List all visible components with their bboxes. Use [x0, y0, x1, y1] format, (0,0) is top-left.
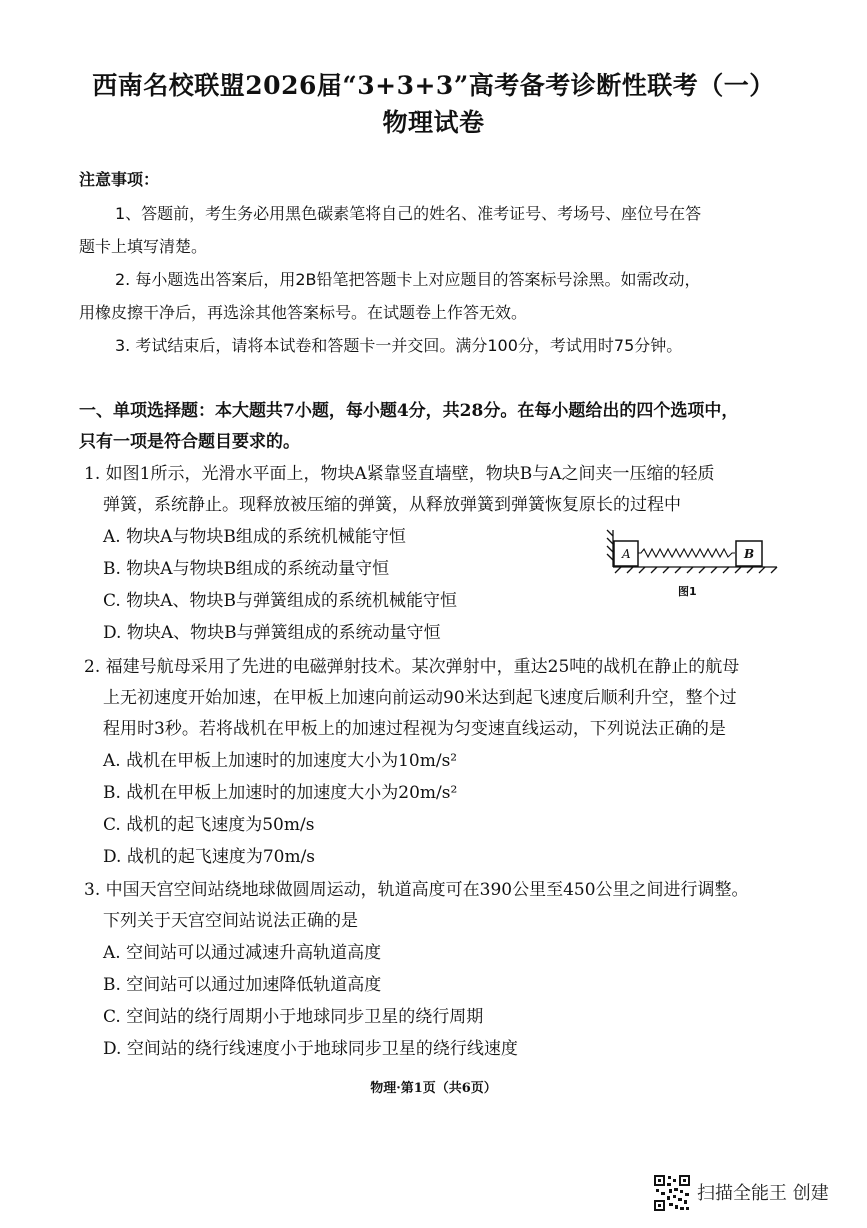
question-3-option-d: D. 空间站的绕行线速度小于地球同步卫星的绕行线速度: [103, 1039, 518, 1059]
question-2-option-b: B. 战机在甲板上加速时的加速度大小为20m/s²: [103, 783, 458, 803]
exam-title: 西南名校联盟2026届“3+3+3”高考备考诊断性联考（一）: [92, 71, 775, 100]
exam-subtitle: 物理试卷: [382, 108, 485, 137]
section-heading-line-1: 一、单项选择题：本大题共7小题，每小题4分，共28分。在每小题给出的四个选项中，: [79, 401, 739, 421]
notice-item-2-line-1: 2. 每小题选出答案后，用2B铅笔把答题卡上对应题目的答案标号涂黑。如需改动，: [115, 270, 701, 289]
section-heading-line-2: 只有一项是符合题目要求的。: [79, 432, 300, 452]
block-b-label: B: [744, 547, 755, 561]
question-2-stem-line-3: 程用时3秒。若将战机在甲板上的加速过程视为匀变速直线运动，下列说法正确的是: [103, 719, 726, 739]
question-1-option-d: D. 物块A、物块B与弹簧组成的系统动量守恒: [103, 623, 441, 643]
page-footer: 物理·第1页（共6页）: [370, 1081, 497, 1096]
question-1-stem-line-1: 1. 如图1所示，光滑水平面上，物块A紧靠竖直墙壁，物块B与A之间夹一压缩的轻质: [84, 464, 715, 484]
question-3-stem-line-1: 3. 中国天宫空间站绕地球做圆周运动，轨道高度可在390公里至450公里之间进行调整。: [84, 880, 749, 900]
scanner-watermark: [651, 1171, 861, 1216]
question-2-option-c: C. 战机的起飞速度为50m/s: [103, 815, 315, 835]
question-2-option-a: A. 战机在甲板上加速时的加速度大小为10m/s²: [103, 751, 458, 771]
question-3-option-b: B. 空间站可以通过加速降低轨道高度: [103, 975, 382, 995]
block-a-label: A: [622, 547, 631, 561]
notice-heading: 注意事项：: [79, 170, 160, 189]
notice-item-1-line-1: 1、答题前，考生务必用黑色碳素笔将自己的姓名、准考证号、考场号、座位号在答: [115, 204, 702, 223]
question-1-option-c: C. 物块A、物块B与弹簧组成的系统机械能守恒: [103, 591, 457, 611]
notice-item-2-line-2: 用橡皮擦干净后，再选涂其他答案标号。在试题卷上作答无效。: [79, 303, 528, 322]
question-1-option-b: B. 物块A与物块B组成的系统动量守恒: [103, 559, 390, 579]
question-3-option-c: C. 空间站的绕行周期小于地球同步卫星的绕行周期: [103, 1007, 484, 1027]
figure-1-caption: 图1: [678, 585, 697, 598]
scanner-watermark-label: 扫描全能王 创建: [697, 1183, 829, 1204]
notice-item-3-line-1: 3. 考试结束后，请将本试卷和答题卡一并交回。满分100分，考试用时75分钟。: [115, 336, 683, 355]
question-2-stem-line-1: 2. 福建号航母采用了先进的电磁弹射技术。某次弹射中，重达25吨的战机在静止的航母: [84, 657, 740, 677]
question-3-stem-line-2: 下列关于天宫空间站说法正确的是: [103, 911, 358, 931]
ground: [613, 567, 777, 573]
notice-item-1-line-2: 题卡上填写清楚。: [79, 237, 208, 256]
question-1-option-a: A. 物块A与物块B组成的系统机械能守恒: [103, 527, 406, 547]
qr-code-icon: [653, 1174, 691, 1212]
question-2-stem-line-2: 上无初速度开始加速，在甲板上加速向前运动90米达到起飞速度后顺利升空，整个过: [103, 688, 737, 708]
wall: [607, 530, 613, 567]
spring: [638, 549, 735, 557]
question-3-option-a: A. 空间站可以通过减速升高轨道高度: [103, 943, 382, 963]
question-1-stem-line-2: 弹簧，系统静止。现释放被压缩的弹簧，从释放弹簧到弹簧恢复原长的过程中: [103, 495, 681, 515]
question-2-option-d: D. 战机的起飞速度为70m/s: [103, 847, 316, 867]
figure-1-spring-blocks: [605, 528, 780, 603]
